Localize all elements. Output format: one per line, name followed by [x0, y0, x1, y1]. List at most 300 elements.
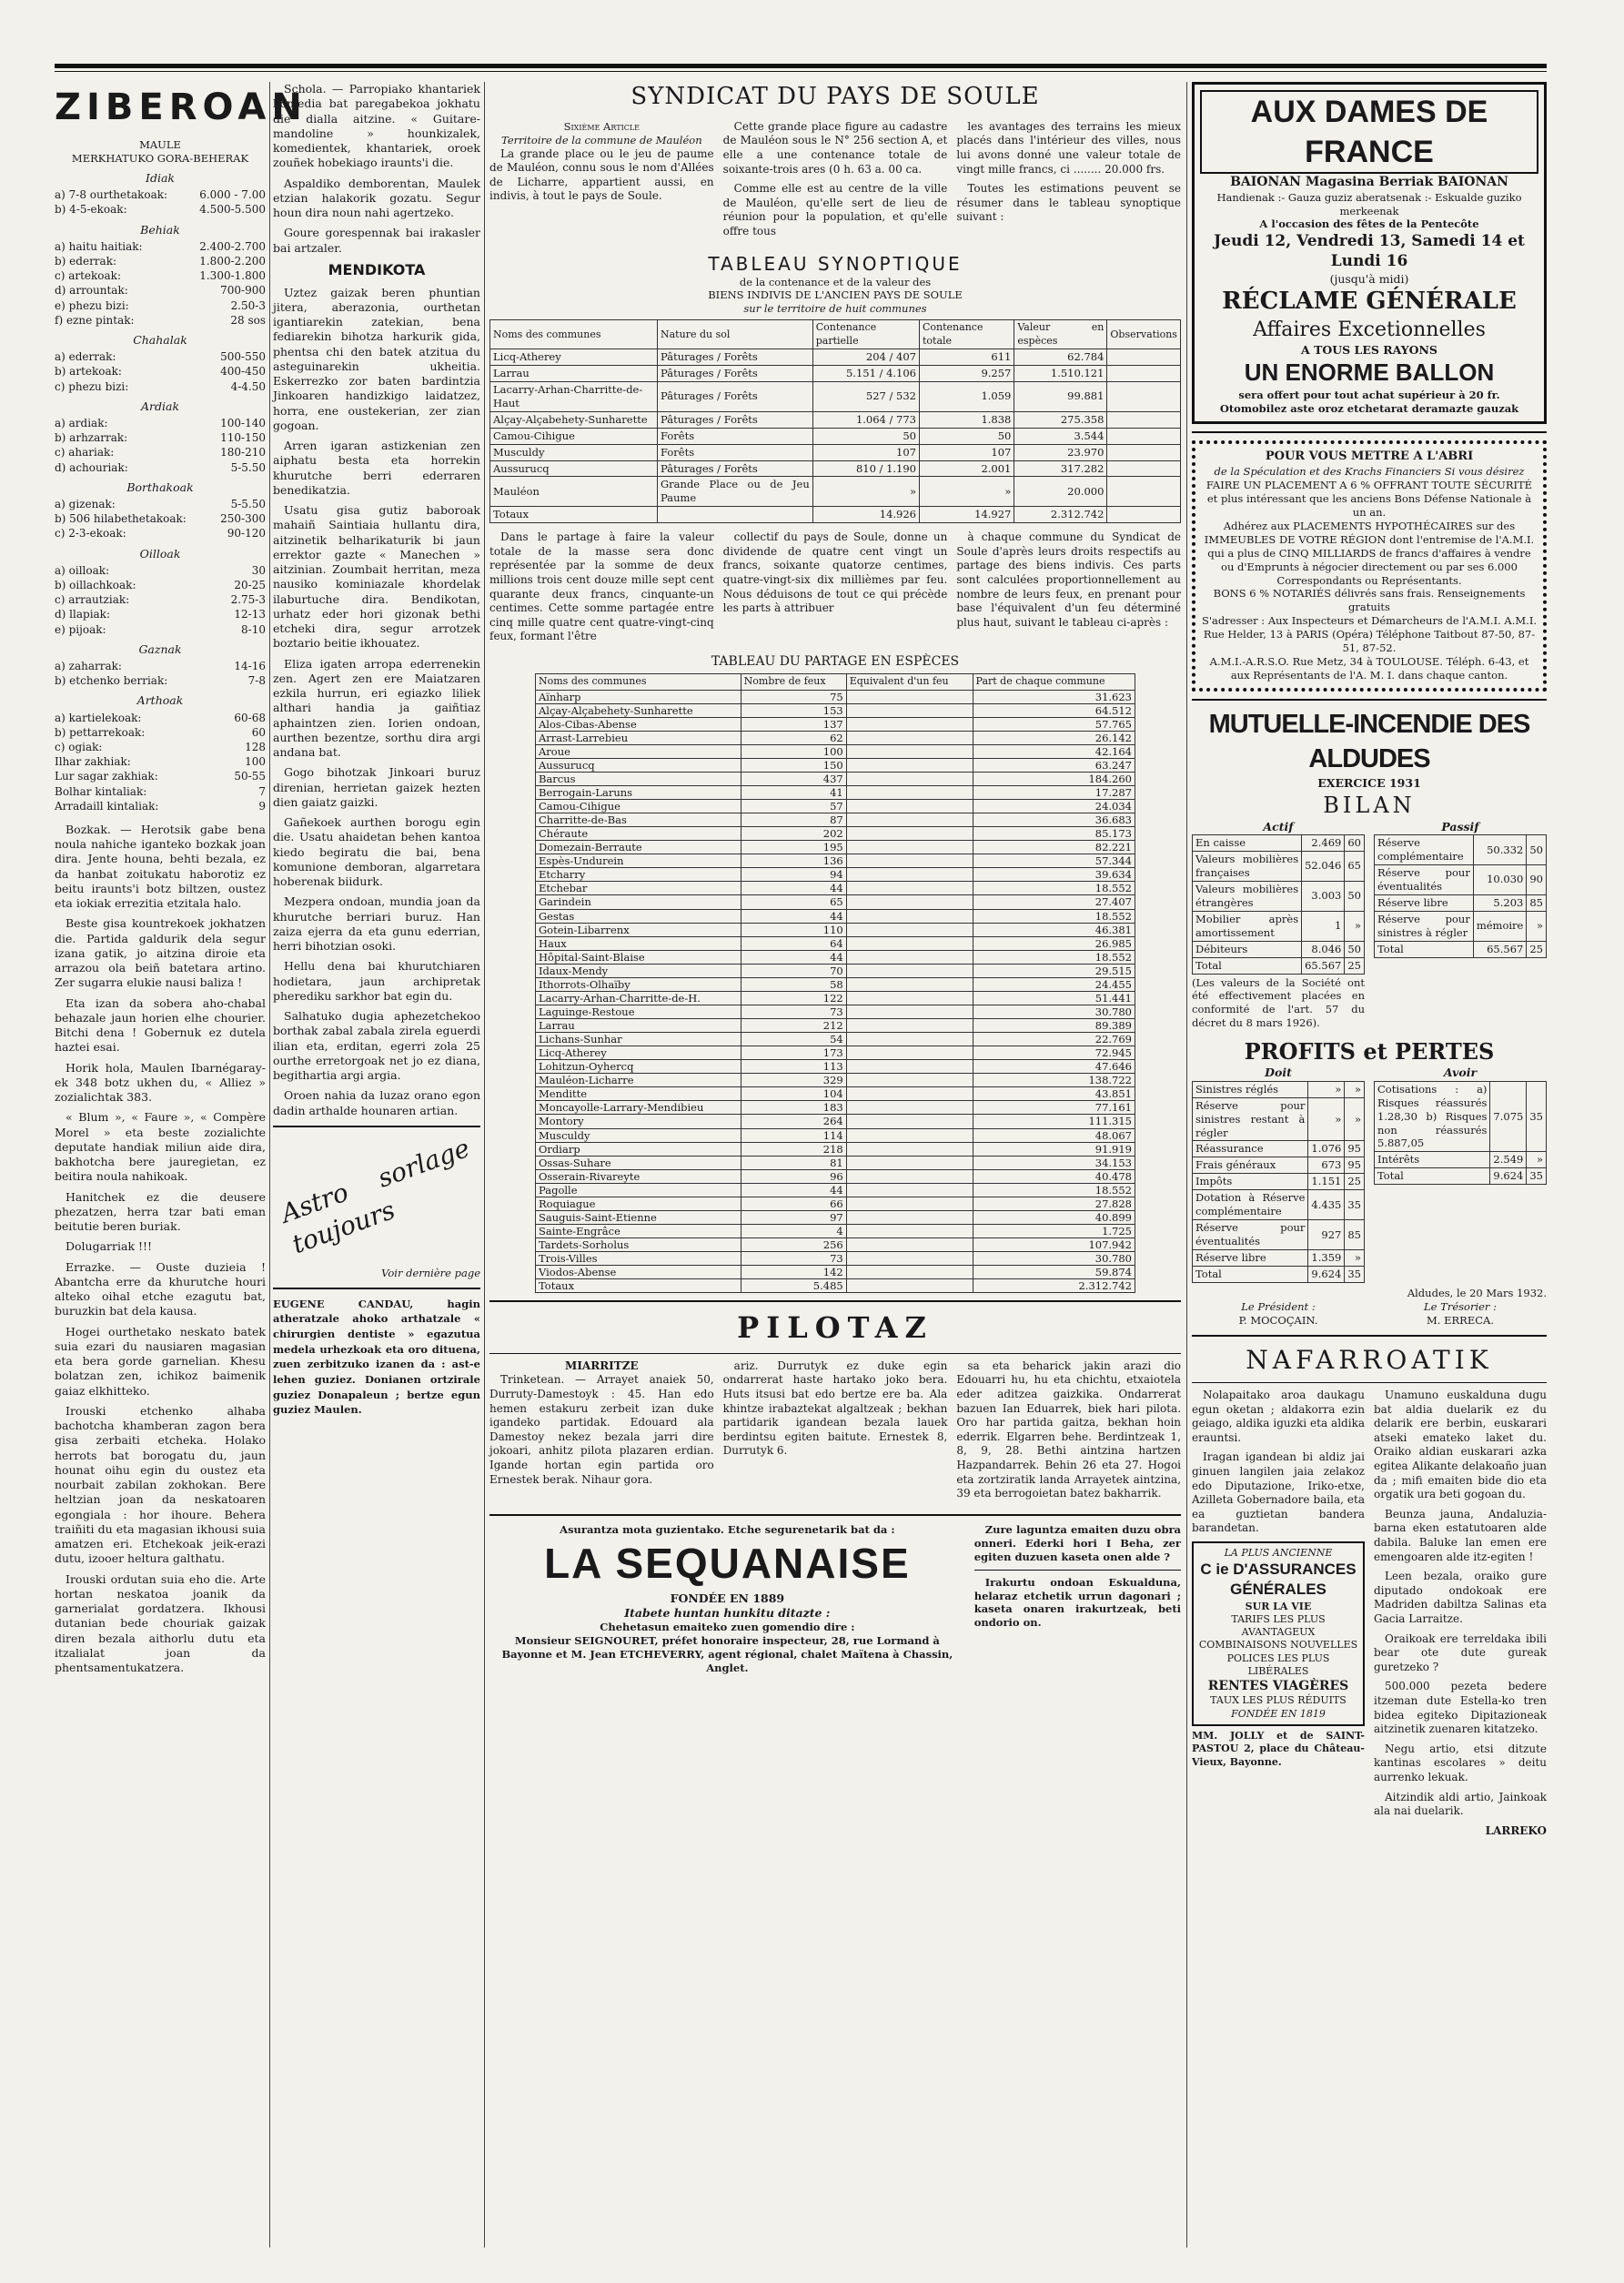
price-value: 90-120	[227, 527, 266, 540]
table-cell: 65.567	[1473, 941, 1527, 957]
profits-heading: PROFITS et PERTES	[1244, 1038, 1495, 1066]
table-cell: Réserve pour éventualités	[1375, 864, 1474, 894]
table-cell: 107	[920, 444, 1014, 460]
table-cell: 9.624	[1308, 1266, 1345, 1282]
table-cell: Lichans-Sunhar	[536, 1033, 741, 1046]
table-cell: 113	[741, 1060, 846, 1074]
ad-line: FAIRE UN PLACEMENT A 6 % OFFRANT TOUTE SÉCURITÉ et plus intéressant que les anciens Bons Défense Nationale à un an.	[1205, 478, 1533, 519]
table-cell: 23.970	[1014, 444, 1107, 460]
table-cell: 77.161	[973, 1101, 1135, 1115]
ad-line: de la Spéculation et des Krachs Financiers Si vous désirez	[1214, 465, 1525, 479]
ad-line: POUR VOUS METTRE A L'ABRI	[1265, 450, 1474, 464]
synoptic-table	[489, 319, 1181, 523]
table-cell: 1.359	[1308, 1250, 1345, 1267]
table-cell	[846, 1266, 973, 1279]
price-label: c) phezu bizi:	[55, 379, 129, 393]
table-cell: 810 / 1.190	[812, 460, 919, 477]
price-label: d) achouriak:	[55, 460, 128, 474]
divider	[1192, 1382, 1547, 1383]
paragraph: Oroen nahia da luzaz orano egon dadin arthalde hounaren artian.	[273, 1088, 480, 1117]
table-cell: 173	[741, 1046, 846, 1060]
table-cell: 20.000	[1014, 477, 1107, 507]
table-cell: 256	[741, 1238, 846, 1252]
price-row	[55, 460, 266, 475]
table-cell: Osserain-Rivareyte	[536, 1169, 741, 1183]
table-cell	[846, 923, 973, 936]
table-cell: Valeurs mobilières françaises	[1193, 852, 1302, 882]
ad-line: C ie D'ASSURANCES GÉNÉRALES	[1200, 1561, 1357, 1599]
price-section-heading: Borthakoak	[126, 480, 194, 494]
table-cell: Haux	[536, 936, 741, 950]
price-row	[55, 659, 266, 673]
price-value: 400-450	[220, 365, 266, 379]
table-cell: Licq-Atherey	[536, 1046, 741, 1060]
divider	[1192, 699, 1547, 701]
divider	[1192, 431, 1547, 433]
table-cell: Cotisations : a) Risques réassurés 1.28,30 b) Risques non réassurés 5.887,05	[1375, 1081, 1490, 1152]
top-rule-thin	[55, 71, 1547, 72]
avoir-heading: Avoir	[1443, 1066, 1478, 1080]
paragraph: Hogei ourthetako neskato batek suia ezari du nausiaren magasian eta bera gorde garnelian. Khesu bolatzan zen, ichikoz baimenik gaiaz elkhitteko.	[55, 1324, 266, 1398]
table-cell: 1.725	[973, 1224, 1135, 1237]
treasurer-label: Le Trésorier :	[1424, 1299, 1497, 1313]
price-value: 60-68	[234, 711, 266, 724]
table-cell: »	[1527, 1152, 1547, 1168]
ad-line: Itabete huntan hunkitu ditazte :	[624, 1605, 831, 1620]
table-cell: 91.919	[973, 1142, 1135, 1156]
table-cell: Hôpital-Saint-Blaise	[536, 950, 741, 964]
table-cell: mémoire	[1473, 911, 1527, 941]
paragraph: Iragan igandean bi aldiz jai ginuen langilen jaia zelakoz edo Diputazione, Iriko-etxe, Azilleta Gobernadore baila, eta ea guztietan bandera barandetan.	[1192, 1450, 1365, 1535]
table-row	[1193, 1081, 1365, 1097]
table-cell: 153	[741, 703, 846, 717]
table-row	[490, 411, 1181, 428]
table-cell	[1107, 349, 1181, 365]
price-row	[55, 754, 266, 769]
table-cell: 34.153	[973, 1156, 1135, 1169]
table-cell: 44	[741, 950, 846, 964]
table-cell: Total	[1375, 1168, 1490, 1185]
actif-table	[1192, 834, 1365, 974]
paragraph: Irouski ordutan suia eho die. Arte hortan neskatoa joanik da garnerialat gordatzera. Ikhousi dutanian bede chouriak gaizak diren bezala aithorlu dutu eta itzalialat joan da phentsamentukatzera.	[55, 1571, 266, 1675]
table-cell: 110	[741, 923, 846, 936]
ad-line: (jusqu'à midi)	[1329, 271, 1409, 286]
table-cell: Camou-Cihigue	[490, 428, 658, 444]
table-row	[1193, 881, 1365, 911]
table-cell: Gestas	[536, 909, 741, 923]
table-cell: »	[1345, 1081, 1365, 1097]
table-cell: 50	[1345, 941, 1365, 957]
table-cell: 122	[741, 991, 846, 1005]
price-row	[55, 673, 266, 688]
price-section-heading: Chahalak	[133, 332, 187, 347]
table-cell: 29.515	[973, 964, 1135, 977]
table-cell: Grande Place ou de Jeu Paume	[658, 477, 813, 507]
table-row	[536, 1252, 1135, 1266]
table-cell: 14.927	[920, 507, 1014, 523]
table-row	[536, 703, 1135, 717]
table-cell: Valeurs mobilières étrangères	[1193, 881, 1302, 911]
price-label: a) ederrak:	[55, 350, 116, 364]
paragraph: Negu artio, etsi ditzute kantinas escolares » deitu aurrenko lekuak.	[1374, 1742, 1547, 1783]
table-cell: 85	[1345, 1220, 1365, 1250]
table-cell: 81	[741, 1156, 846, 1169]
ami-ad	[1192, 440, 1547, 692]
table-cell: 31.623	[973, 690, 1135, 703]
table-row	[536, 1101, 1135, 1115]
table-cell: Mobilier après amortissement	[1193, 911, 1302, 941]
table-cell: 44	[741, 909, 846, 923]
price-label: a) kartielekoak:	[55, 711, 142, 724]
table-cell: 2.312.742	[973, 1279, 1135, 1293]
table-cell: 26.985	[973, 936, 1135, 950]
table-row	[1193, 1157, 1365, 1174]
price-label: a) zaharrak:	[55, 659, 122, 672]
table-row	[536, 744, 1135, 758]
price-row	[55, 769, 266, 783]
price-value: 50-55	[234, 770, 266, 783]
table-header-cell: Noms des communes	[536, 674, 741, 690]
table-cell: 10.030	[1473, 864, 1527, 894]
table-row	[536, 1074, 1135, 1087]
paragraph: « Blum », « Faure », « Compère Morel » eta beste zozialichte deputate handiak miliun aide dira, bakhotcha bere jauregietan, ez beitira noula nahikoak.	[55, 1110, 266, 1184]
price-value: 20-25	[234, 578, 266, 591]
table-cell: 25	[1345, 957, 1365, 974]
table-cell: 1.059	[920, 381, 1014, 411]
ad-line: S'adresser : Aux Inspecteurs et Démarcheurs de l'A.M.I. A.M.I. Rue Helder, 13 à PARIS (Opéra) Téléphone Taitbout 87-50, 87-51, 87-52.	[1201, 614, 1538, 655]
price-value: 180-210	[220, 446, 266, 460]
price-row	[55, 711, 266, 725]
market-heading: MERKHATUKO GORA-BEHERAK	[71, 151, 249, 165]
table-cell: 18.552	[973, 950, 1135, 964]
table-cell: Garindein	[536, 895, 741, 909]
table-cell: 57.344	[973, 854, 1135, 868]
paragraph: Gañekoek aurthen borogu egin die. Usatu ahaidetan behen kantoa kiedo begiratu die bai, bena komunione demboran, algarretara hoberenak biidurk.	[273, 815, 480, 889]
price-label: a) haitu haitiak:	[55, 239, 143, 253]
table-cell: 1.838	[920, 411, 1014, 428]
ad-line: Asurantza mota guzientako. Etche segurenetarik bat da :	[560, 1522, 895, 1536]
table-row	[536, 772, 1135, 785]
table-cell: 107	[812, 444, 919, 460]
price-row	[55, 313, 266, 328]
dames-de-france-ad	[1192, 82, 1547, 424]
table-row	[1375, 894, 1547, 911]
paragraph: Bozkak. — Herotsik gabe bena noula nahiche iganteko bozkak joan dira. Jente houna, behti bezala, ez da hanbat zoitukatu haborotiz ez beitu iraunts'i botz biltzen, oustez eta iokiak errezitia etzitala halo.	[55, 822, 266, 911]
table-cell: 204 / 407	[812, 349, 919, 365]
table-row	[536, 841, 1135, 854]
table-cell	[846, 1128, 973, 1142]
price-value: 2.400-2.700	[199, 239, 266, 253]
price-row	[55, 283, 266, 298]
table-cell: Licq-Atherey	[490, 349, 658, 365]
price-value: 9	[258, 799, 266, 813]
table-row	[536, 1115, 1135, 1128]
table-row	[1193, 1190, 1365, 1220]
price-label: b) pettarrekoak:	[55, 725, 146, 739]
price-value: 14-16	[234, 659, 266, 672]
paragraph: La grande place ou le jeu de paume de Mauléon, connu sous le nom d'Allées de Licharre, appartient aussi, en indivis, à tout le pays de Soule.	[489, 146, 714, 203]
table-cell	[846, 785, 973, 799]
table-row	[1193, 835, 1365, 852]
table-cell	[846, 1019, 973, 1033]
table-cell: Forêts	[658, 428, 813, 444]
sequanaise-ad	[489, 1523, 965, 1675]
table-cell: 4.435	[1308, 1190, 1345, 1220]
paragraph: les avantages des terrains les mieux placés dans l'intérieur des villes, nous lui avons donné une valeur totale de vingt mille francs, ci ........ 20.000 frs.	[956, 119, 1182, 176]
price-value: 100	[245, 755, 266, 769]
table-cell: »	[1308, 1081, 1345, 1097]
table-cell	[846, 1252, 973, 1266]
table-cell	[846, 1074, 973, 1087]
partage-title: TABLEAU DU PARTAGE EN ESPÈCES	[711, 654, 960, 670]
signature-note: Voir dernière page	[381, 1266, 480, 1279]
table-cell: Alos-Cibas-Abense	[536, 717, 741, 731]
table-row	[536, 827, 1135, 841]
table-row	[536, 1183, 1135, 1197]
table-cell: 82.221	[973, 841, 1135, 854]
maule-heading: MAULE	[139, 138, 181, 151]
table-cell: 90	[1527, 864, 1547, 894]
table-row	[536, 854, 1135, 868]
table-cell	[846, 1087, 973, 1101]
table-cell: Aussurucq	[490, 460, 658, 477]
table-cell	[846, 882, 973, 895]
table-header-cell: Noms des communes	[490, 320, 658, 349]
table-row	[536, 950, 1135, 964]
table-cell: Musculdy	[536, 1128, 741, 1142]
exercice-heading: EXERCICE 1931	[1317, 776, 1421, 791]
ad-line: A TOUS LES RAYONS	[1301, 343, 1437, 358]
price-row	[55, 526, 266, 540]
paragraph: Usatu gisa gutiz baboroak mahaiñ Saintiaia hullantu dira, aitzinetik belharikaturik bi jaun errektor gazte « Manechen » aitzinian. Zoumbait herritan, meza nausiko kominiazale khordelak ilaburtuche dira. Bendikotan, urhatz eder hori gizonak bethi etcheki dira, segur arrotzek boztario beitie ikhouatez.	[273, 503, 480, 651]
table-cell: 63.247	[973, 758, 1135, 772]
table-cell: 44	[741, 1183, 846, 1197]
paragraph: Hellu dena bai khurutchiaren hodietara, jaun archipretak pherediku sarkhor bat egin du.	[273, 959, 480, 1003]
table-cell: 27.828	[973, 1197, 1135, 1210]
price-label: d) llapiak:	[55, 608, 110, 621]
table-row	[536, 1224, 1135, 1237]
article-subheading: Territoire de la commune de Mauléon	[501, 133, 702, 146]
president-label: Le Président :	[1241, 1299, 1316, 1313]
table-row	[536, 964, 1135, 977]
table-cell: 36.683	[973, 813, 1135, 827]
avoir-table	[1374, 1081, 1547, 1186]
table-cell: Pâturages / Forêts	[658, 411, 813, 428]
price-row	[55, 592, 266, 607]
table-cell: 48.067	[973, 1128, 1135, 1142]
table-cell: 22.769	[973, 1033, 1135, 1046]
mendikota-heading: MENDIKOTA	[328, 260, 426, 278]
paragraph: Aitzindik aldi artio, Jainkoak ala nai duelarik.	[1374, 1790, 1547, 1818]
price-section-heading: Ardiak	[140, 399, 180, 413]
table-cell: Aroue	[536, 744, 741, 758]
ad-line: RENTES VIAGÈRES	[1207, 1679, 1349, 1694]
price-row	[55, 239, 266, 254]
table-cell: 51.441	[973, 991, 1135, 1005]
paragraph: Unamuno euskalduna dugu bat aldia duelarik ez du delarik ere berbin, euskarari atseki emateko laket du. Oraiko aldian euskarari azka egitea Alikante delakoaño juan da ; mifi emaiten bide dio eta orgatik ura beti gogoan du.	[1374, 1389, 1547, 1501]
treasurer-name: M. ERRECA.	[1427, 1313, 1494, 1327]
table-row	[536, 1266, 1135, 1279]
price-label: a) gizenak:	[55, 497, 116, 510]
table-cell: 1.510.121	[1014, 365, 1107, 381]
table-cell: 73	[741, 1252, 846, 1266]
table-cell: Pâturages / Forêts	[658, 349, 813, 365]
passif-heading: Passif	[1441, 819, 1479, 833]
pilotaz-title: PILOTAZ	[737, 1310, 933, 1346]
table-row	[536, 690, 1135, 703]
table-cell: Réserve complémentaire	[1375, 835, 1474, 865]
table-cell: 44	[741, 882, 846, 895]
table-cell: 52.046	[1302, 852, 1345, 882]
price-label: c) artekoak:	[55, 269, 121, 283]
price-value: 2.50-3	[230, 298, 266, 312]
president-name: P. MOCOÇAIN.	[1238, 1313, 1318, 1327]
price-value: 12-13	[234, 608, 266, 621]
table-cell: 3.544	[1014, 428, 1107, 444]
table-row	[1193, 1220, 1365, 1250]
table-row	[536, 1169, 1135, 1183]
table-cell	[846, 936, 973, 950]
price-section-heading: Idiak	[146, 170, 175, 185]
table-row	[1193, 941, 1365, 957]
price-value: 7	[258, 784, 266, 798]
price-label: a) oilloak:	[55, 563, 110, 577]
table-cell: 437	[741, 772, 846, 785]
divider	[489, 1514, 1181, 1516]
table-row	[536, 1060, 1135, 1074]
paragraph: Hanitchek ez die deusere phezatzen, herra tzar bati eman beitutie beren buriak.	[55, 1189, 266, 1234]
ad-line: Adhérez aux PLACEMENTS HYPOTHÉCAIRES sur des IMMEUBLES DE VOTRE RÉGION dont l'entremise de l'A.M.I. qui a plus de CINQ MILLIARDS de francs d'affaires à vendre ou d'Emprunts à négocier directement ou par ses 6.000 Correspondants ou Représentants.	[1204, 519, 1535, 587]
table-cell	[846, 1279, 973, 1293]
table-cell: 2.001	[920, 460, 1014, 477]
table-cell: Forêts	[658, 444, 813, 460]
table-row	[490, 349, 1181, 365]
table-cell	[1107, 477, 1181, 507]
price-row	[55, 268, 266, 283]
table-cell	[846, 813, 973, 827]
table-cell	[846, 1033, 973, 1046]
table-row	[1375, 835, 1547, 865]
table-cell: Aïnharp	[536, 690, 741, 703]
table-cell: 5.203	[1473, 894, 1527, 911]
table-cell: 142	[741, 1266, 846, 1279]
table-cell: 50	[1345, 881, 1365, 911]
table-cell: Dotation à Réserve complémentaire	[1193, 1190, 1308, 1220]
table-cell: Réserve pour éventualités	[1193, 1220, 1308, 1250]
column-2	[273, 82, 480, 2248]
table-cell	[846, 690, 973, 703]
table-cell	[846, 854, 973, 868]
table-header-cell: Equivalent d'un feu	[846, 674, 973, 690]
table-cell: Espès-Undurein	[536, 854, 741, 868]
price-value: 700-900	[220, 284, 266, 298]
doit-table	[1192, 1081, 1365, 1283]
table-cell	[658, 507, 813, 523]
table-cell: 317.282	[1014, 460, 1107, 477]
table-row	[1375, 864, 1547, 894]
price-row	[55, 497, 266, 511]
divider	[273, 1126, 480, 1127]
price-value: 5-5.50	[230, 497, 266, 510]
table-cell: 5.151 / 4.106	[812, 365, 919, 381]
table-row	[1193, 1174, 1365, 1190]
table-cell: 25	[1345, 1174, 1365, 1190]
table-cell	[846, 841, 973, 854]
table-cell: 65	[741, 895, 846, 909]
table-row	[490, 381, 1181, 411]
table-cell: 195	[741, 841, 846, 854]
table-cell: 26.142	[973, 731, 1135, 744]
table-cell: 18.552	[973, 882, 1135, 895]
table-cell: 3.003	[1302, 881, 1345, 911]
table-cell	[846, 1005, 973, 1018]
ad-line: BAIONAN Magasina Berriak BAIONAN	[1230, 175, 1508, 190]
table-row	[536, 1142, 1135, 1156]
price-row	[55, 740, 266, 754]
table-cell: 329	[741, 1074, 846, 1087]
paragraph: Schola. — Parropiako khantariek komedia bat paregabekoa jokhatu die dialla aitzine. « Guitare-mandoline » hounkizalek, komedientek, khantariek, oroek zouñek hobekiago iraunts'i die.	[273, 82, 480, 170]
price-list	[55, 171, 266, 813]
table-cell	[846, 717, 973, 731]
table-row	[1193, 1266, 1365, 1282]
table-cell: 5.485	[741, 1279, 846, 1293]
ziberoan-title: ZIBEROAN	[55, 86, 308, 128]
price-section-heading: Behiak	[140, 222, 180, 237]
table-cell: 264	[741, 1115, 846, 1128]
table-cell: Pâturages / Forêts	[658, 365, 813, 381]
table-cell: Viodos-Abense	[536, 1266, 741, 1279]
price-label: Ilhar zakhiak:	[55, 755, 131, 769]
price-row	[55, 799, 266, 813]
table-cell: 184.260	[973, 772, 1135, 785]
table-row	[536, 977, 1135, 991]
price-row	[55, 607, 266, 621]
table-row	[536, 1128, 1135, 1142]
table-cell: 2.469	[1302, 835, 1345, 852]
price-row	[55, 416, 266, 430]
table-header-cell: Nombre de feux	[741, 674, 846, 690]
paragraph: Trinketean. — Arrayet anaiek 50, Durruty-Damestoyk : 45. Han edo hemen estakuru zerbeit izan duke igandeko partidak. Edouard ala Damestoy nekez bezala jarri dire jokoari, anhitz pilota plazaren erdian. Igande hortan egin partida oro Ernestek berak. Nihaur gora.	[489, 1373, 714, 1486]
table-cell: 275.358	[1014, 411, 1107, 428]
table-cell: 70	[741, 964, 846, 977]
table-row	[490, 477, 1181, 507]
table-cell	[1107, 428, 1181, 444]
table-cell: 35	[1527, 1081, 1547, 1152]
table-cell: Ithorrots-Olhaïby	[536, 977, 741, 991]
paragraph: Cette grande place figure au cadastre de Mauléon sous le N° 256 section A, et elle a une contenance totale de soixante-trois ares (0 h. 63 a. 00 ca.	[722, 119, 948, 176]
ad-line: Otomobilez aste oroz etchetarat deramazte gauzak	[1219, 402, 1519, 416]
price-row	[55, 298, 266, 313]
table-cell: Frais généraux	[1193, 1157, 1308, 1174]
price-value: 4.500-5.500	[199, 203, 266, 217]
divider	[489, 1300, 1181, 1302]
table-cell: Lacarry-Arhan-Charritte-de-Haut	[490, 381, 658, 411]
table-cell: Intérêts	[1375, 1152, 1490, 1168]
table-cell	[846, 758, 973, 772]
table-header-cell: Part de chaque commune	[973, 674, 1135, 690]
price-value: 128	[245, 740, 266, 753]
table-cell: 8.046	[1302, 941, 1345, 957]
table-cell: »	[1345, 1250, 1365, 1267]
table-cell: 57	[741, 800, 846, 813]
table-row	[536, 1156, 1135, 1169]
table-cell: 39.634	[973, 868, 1135, 882]
syndicat-title: SYNDICAT DU PAYS DE SOULE	[630, 83, 1040, 110]
actif-note: (Les valeurs de la Société ont été effectivement placées en conformité de l'art. 57 du décret du 8 mars 1926).	[1192, 975, 1365, 1030]
price-label: Lur sagar zakhiak:	[55, 770, 158, 783]
table-cell: Larrau	[536, 1019, 741, 1033]
price-label: c) 2-3-ekoak:	[55, 527, 126, 540]
